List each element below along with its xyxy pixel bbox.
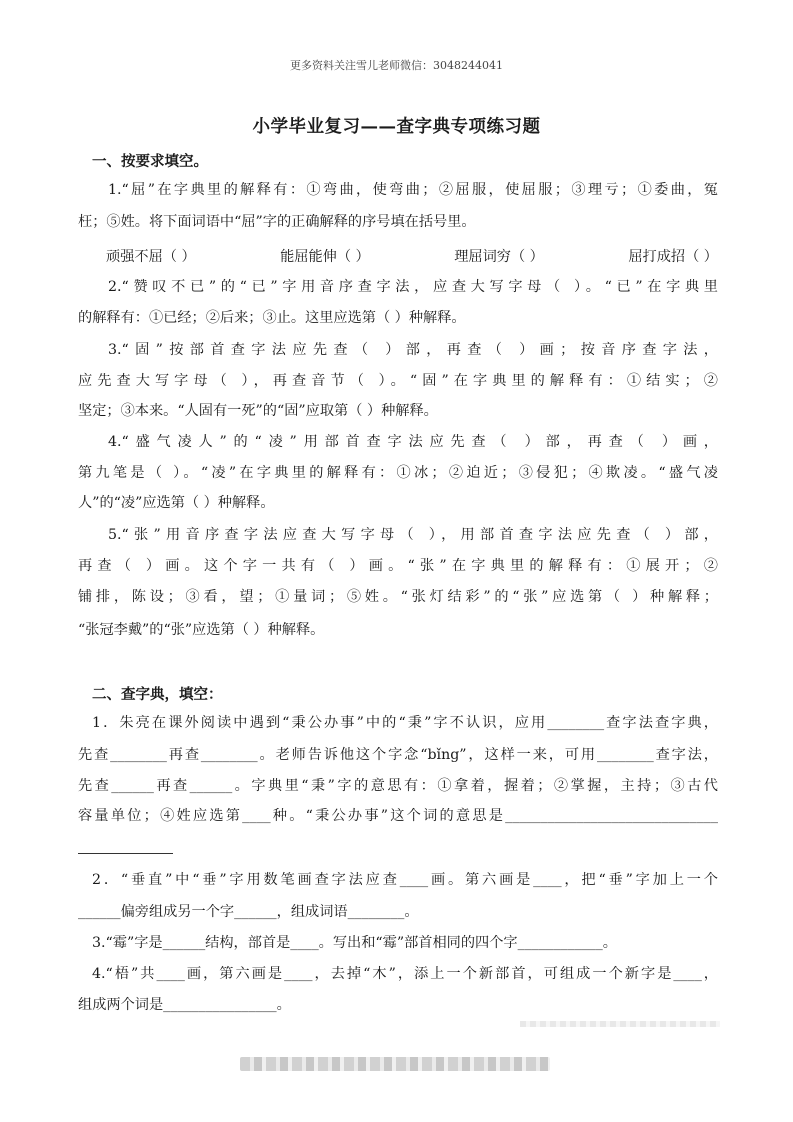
q3-line-1: 3.“固”按部首查字法应先查（ ）部，再查（ ）画；按音序查字法， [108,342,718,358]
q5-line-2: 再查（ ）画。这个字一共有（ ）画。“张”在字典里的解释有：①展开；② [78,558,718,574]
q4-line-2: 第九笔是（ ）。“凌”在字典里的解释有：①冰；②迫近；③侵犯；④欺凌。“盛气凌 [78,465,718,481]
choice-item: 理屈词穷（ ） [454,249,544,265]
q4-line-1: 4.“盛气凌人”的“凌”用部首查字法应先查（ ）部，再查（ ）画， [108,434,718,450]
q1-line-1: 1.“屈”在字典里的解释有：①弯曲，使弯曲；②屈服，使屈服；③理亏；①委曲，冤 [108,182,718,198]
page-title: 小学毕业复习——查字典专项练习题 [252,117,541,137]
section-heading-1: 一、按要求填空。 [92,153,208,170]
q2-line-1: 2.“赞叹不已”的“已”字用音序查字法，应查大写字母（ ）。“已”在字典里 [108,279,718,295]
q5-line-4: “张冠李戴”的“张”应选第（ ）种解释。 [78,622,325,638]
q4-line-3: 人”的“凌”应选第（ ）种解释。 [78,495,275,511]
s2-q1-line-3: 先查______再查______。字典里“秉”字的意思有：①拿着，握着；②掌握，主持；③古代 [78,778,718,794]
s2-q2-line-2: ______偏旁组成另一个字______，组成词语________。 [78,904,419,920]
s2-q4-line-1: 4.“梧”共____画，第六画是____，去掉“木”，添上一个新部首，可组成一个新字是____， [92,966,718,982]
answer-blank-line [78,853,173,854]
header-note: 更多资料关注雪儿老师微信：3048244041 [290,59,503,72]
q2-line-2: 的解释有：①已经；②后来；③止。这里应选第（ ）种解释。 [78,310,466,326]
s2-q2-line-1: 2．“垂直”中“垂”字用数笔画查字法应查____画。第六画是____，把“垂”字加上一个 [92,872,718,888]
choice-item: 顽强不屈（ ） [106,249,196,265]
s2-q1-line-1: 1．朱亮在课外阅读中遇到“秉公办事”中的“秉”字不认识，应用________查字法查字典， [92,715,718,731]
s2-q3-line: 3.“霉”字是______结构，部首是____。写出和“霉”部首相同的四个字____________。 [92,935,617,951]
blurred-watermark [520,1021,720,1027]
s2-q4-line-2: 组成两个词是________________。 [78,997,291,1013]
q5-line-1: 5.“张”用音序查字法应查大写字母（ ），用部首查字法应先查（ ）部， [108,527,718,543]
q3-line-2: 应先查大写字母（ ），再查音节（ ）。“固”在字典里的解释有：①结实；② [78,373,718,389]
q3-line-3: 坚定；③本来。“人固有一死”的“固”应取第（ ）种解释。 [78,403,438,419]
section-heading-2: 二、查字典，填空： [92,686,223,703]
q1-line-2: 枉；⑤姓。将下面词语中“屈”字的正确解释的序号填在括号里。 [78,214,476,230]
choice-item: 屈打成招（ ） [628,249,718,265]
blurred-footer [240,1057,550,1071]
q1-choices [106,246,718,266]
q5-line-3: 铺排，陈设；③看，望；①量词；⑤姓。“张灯结彩”的“张”应选第（ ）种解释； [78,589,718,605]
choice-item: 能屈能伸（ ） [280,249,370,265]
s2-q1-line-2: 先查________再查________。老师告诉他这个字念“bǐng”，这样一来，可用________查字法， [78,747,718,763]
s2-q1-line-4: 容量单位；④姓应选第____种。“秉公办事”这个词的意思是______________________________ [78,808,718,824]
